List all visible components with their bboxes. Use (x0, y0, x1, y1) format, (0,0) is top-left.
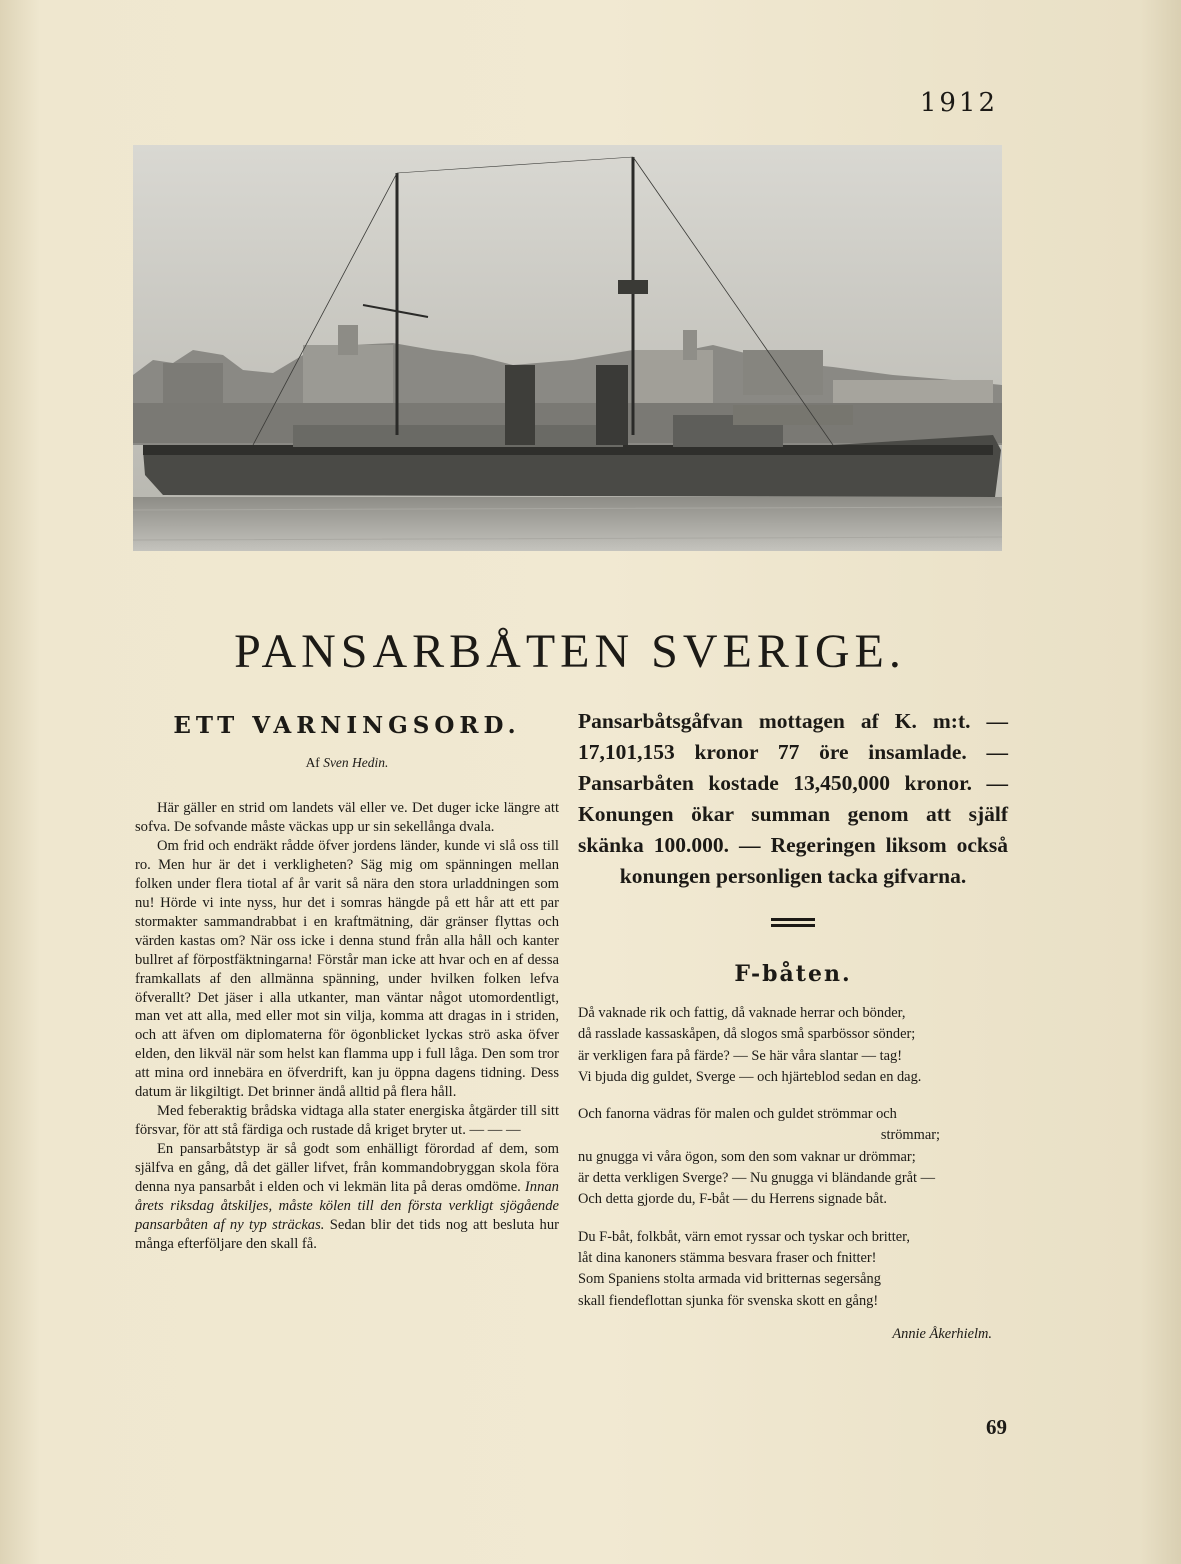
poem-line: är verkligen fara på färde? — Se här våra slantar — tag! (578, 1047, 903, 1064)
year-header: 1912 (919, 88, 998, 118)
poem-title: F-båten. (734, 961, 852, 987)
news-headline: Pansarbåtsgåfvan mottagen af K. m:t. — 17,101,153 kronor 77 öre insamlade. — Pansarbåten kostade 13,450,000 kronor. — Konungen ökar summan genom att själf skänka 100.000. — Regeringen liksom också konungen personligen tacka gifvarna. (578, 709, 1008, 888)
poem-line: nu gnugga vi våra ögon, som den som vaknar ur drömmar; (578, 1148, 916, 1165)
double-rule-divider (771, 918, 815, 927)
poem-line: Du F-båt, folkbåt, värn emot ryssar och tyskar och britter, (578, 1228, 910, 1245)
poem-line: låt dina kanoners stämma besvara fraser och fnitter! (578, 1249, 877, 1266)
poem-stanza-3 (578, 1227, 1008, 1312)
article-heading: ETT VARNINGSORD. (173, 712, 521, 739)
poem-line: är detta verkligen Sverge? — Nu gnugga vi bländande gråt — (578, 1170, 935, 1187)
poem-line-continuation: strömmar; (880, 1127, 940, 1144)
poem-line: Som Spaniens stolta armada vid britternas segersång (578, 1271, 881, 1288)
page-number: 69 (986, 1415, 1007, 1439)
essay-text: En pansarbåtstyp är så godt som enhälligt förordad af dem, som själfva en gång, då det gäller lifvet, från kommandobryggan skola föra denna nya pansarbåt i elden och vi lekmän lita på deras omdöme. (135, 1141, 559, 1196)
main-title: PANSARBÅTEN SVERIGE. (234, 625, 906, 678)
essay-paragraph: Med feberaktig brådska vidtaga alla stater energiska åtgärder till sitt försvar, för att stå färdiga och rustade då kriget bryter ut. — — — (135, 1103, 559, 1139)
byline (135, 755, 559, 771)
essay-paragraph-last (135, 1140, 559, 1254)
essay-text: Sedan blir det tids nog att besluta hur många efterföljare den skall få. (135, 1216, 559, 1252)
poem-line: skall fiendeflottan sjunka för svenska skott en gång! (578, 1292, 879, 1309)
essay-italic-text: Innan årets riksdag åtskiljes, måste kölen till den första verkligt sjögående pansarbåten af ny typ sträckas. (135, 1179, 559, 1233)
essay-paragraph: Här gäller en strid om landets väl eller ve. Det duger icke längre att sofva. De sofvande måste väckas upp ur sin sekellånga dvala. (135, 800, 559, 835)
essay-body (135, 799, 559, 1254)
poem-signature: Annie Åkerhielm. (892, 1325, 992, 1342)
left-article (135, 712, 559, 1254)
poem-stanza-2 (578, 1104, 1008, 1210)
poem-line: Då vaknade rik och fattig, då vaknade herrar och bönder, (578, 1005, 906, 1021)
essay-paragraph: Om frid och endräkt rådde öfver jordens länder, kunde vi slå oss till ro. Men hur är det i verkligheten? Säg mig om spänningen mellan folken under flera tiotal af år varit så nära den stora urladdningen som nu! Hörde vi inte nyss, hur det i somras hängde på ett hår att ett par stormakter sammandrabbat i en kraftmätning, där gränser flyttas och värden kastas om? När oss icke i denna stund från alla håll och kanter bullret af förpostfäktningarna! Förstår man icke att hvar och en af dessa framkallats af den allmänna spänning, under hvilken folken lefva öfverallt? Det jäser i alla utkanter, man väntar något utomordentligt, man vet att alla, med eller mot sin vilja, komma att dragas in i striden, och att äfven om diplomaterna för ögonblicket lyckas strö aska öfver elden, den likväl när som helst kan flamma upp i full låga. Den som tror att mina ord innebära en öfverdrift, kan ju öppna dagens tidning. Dess datum är likgiltigt. Det brinner ändå alltid på flera håll. (135, 837, 559, 1101)
poem-stanza-1 (578, 1003, 1008, 1088)
poem-line: Och detta gjorde du, F-båt — du Herrens signade båt. (578, 1191, 887, 1208)
byline-prefix: Af (305, 755, 320, 770)
right-article (578, 706, 1008, 1343)
poem-line: Och fanorna vädras för malen och guldet strömmar och (578, 1106, 897, 1123)
poem-line: då rasslade kassaskåpen, då slogos små sparbössor sönder; (578, 1026, 916, 1043)
poem-line: Vi bjuda dig guldet, Sverge — och hjärteblod sedan en dag. (578, 1068, 922, 1085)
battleship-photo (133, 145, 1002, 551)
warship-photo-icon (133, 145, 1002, 551)
byline-author: Sven Hedin. (323, 755, 389, 770)
